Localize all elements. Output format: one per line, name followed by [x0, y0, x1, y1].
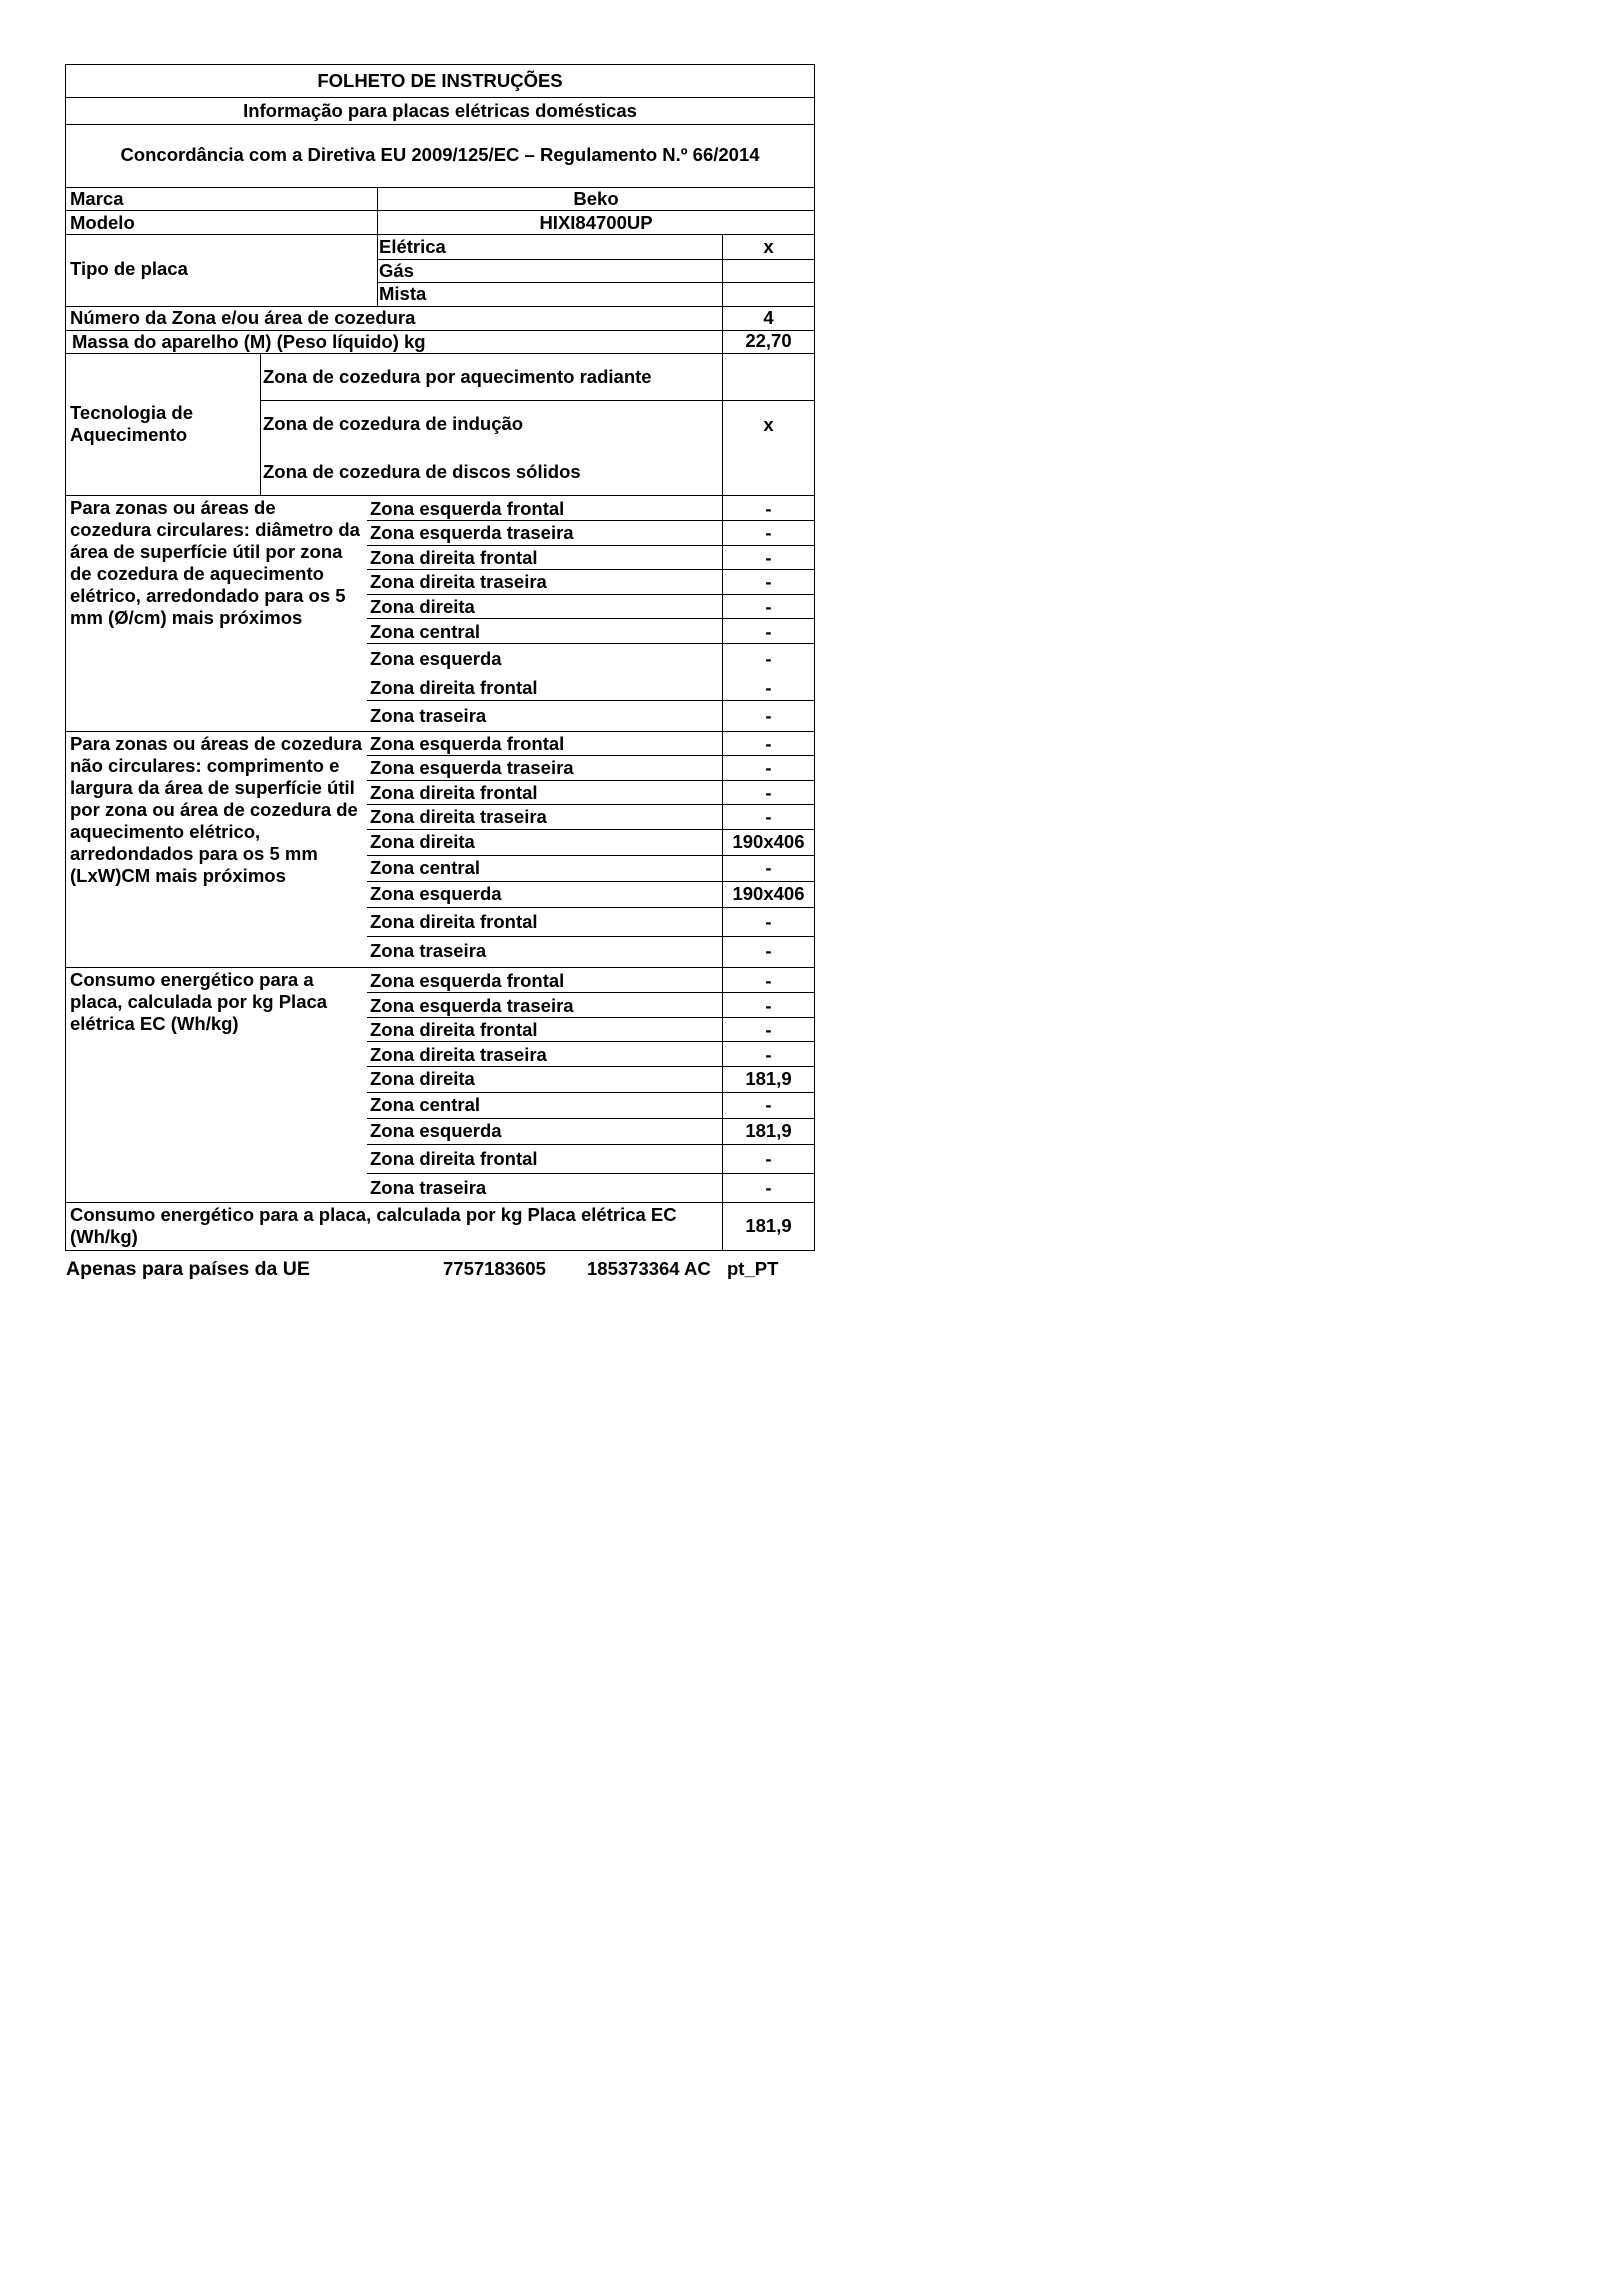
zone-label: Zona esquerda frontal	[370, 970, 565, 991]
zone-value: -	[765, 1044, 772, 1065]
divider	[65, 353, 815, 354]
row-divider	[367, 780, 815, 781]
heating-radiant-label: Zona de cozedura por aquecimento radiante	[263, 366, 652, 387]
row-divider	[367, 1118, 815, 1119]
total-energy-label: Consumo energético para a placa, calculada por kg Placa elétrica EC (Wh/kg)	[70, 1204, 677, 1247]
heating-induction-value: x	[763, 414, 774, 435]
zone-value: -	[765, 522, 772, 543]
zone-label: Zona direita frontal	[370, 677, 538, 698]
hob-type-electric-value: x	[763, 236, 774, 257]
zone-label: Zona central	[370, 621, 480, 642]
divider	[260, 400, 815, 401]
zone-value: -	[765, 1148, 772, 1169]
hob-type-label: Tipo de placa	[70, 258, 188, 279]
leaflet-title: FOLHETO DE INSTRUÇÕES	[317, 70, 563, 91]
model-value: HIXI84700UP	[539, 212, 653, 233]
divider	[65, 210, 815, 211]
zone-value: 190x406	[732, 883, 805, 904]
mass-value: 22,70	[745, 330, 792, 351]
zone-label: Zona direita	[370, 1068, 475, 1089]
row-divider	[367, 804, 815, 805]
heating-tech-label: Tecnologia de Aquecimento	[70, 402, 194, 445]
divider	[65, 97, 815, 98]
zone-label: Zona esquerda traseira	[370, 757, 574, 778]
noncircular-section-label: Para zonas ou áreas de cozedura não circulares: comprimento e largura da área de superfície útil por zona ou área de cozedura de aquecimento elétrico, arredondados para os 5 mm (LxW)CM mais próximos	[70, 733, 363, 886]
zone-label: Zona esquerda	[370, 1120, 502, 1141]
zone-label: Zona direita	[370, 831, 475, 852]
divider	[722, 234, 723, 306]
zone-value: -	[765, 782, 772, 803]
zone-label: Zona direita traseira	[370, 1044, 547, 1065]
zone-label: Zona esquerda frontal	[370, 733, 565, 754]
hob-type-gas-label: Gás	[379, 260, 414, 281]
row-divider	[367, 829, 815, 830]
hob-type-electric-label: Elétrica	[379, 236, 446, 257]
row-divider	[367, 855, 815, 856]
zone-label: Zona traseira	[370, 705, 487, 726]
row-divider	[367, 1144, 815, 1145]
zone-value: -	[765, 757, 772, 778]
zone-label: Zona direita frontal	[370, 782, 538, 803]
row-divider	[367, 755, 815, 756]
divider	[377, 259, 815, 260]
zone-label: Zona direita	[370, 596, 475, 617]
zone-value: -	[765, 648, 772, 669]
zone-label: Zona esquerda traseira	[370, 995, 574, 1016]
zone-label: Zona direita frontal	[370, 1148, 538, 1169]
row-divider	[367, 1017, 815, 1018]
zone-value: -	[765, 571, 772, 592]
divider	[65, 234, 815, 235]
heating-induction-label: Zona de cozedura de indução	[263, 413, 524, 434]
zone-label: Zona esquerda	[370, 883, 502, 904]
zones-count-value: 4	[763, 307, 774, 328]
brand-label: Marca	[70, 188, 124, 209]
zone-label: Zona direita frontal	[370, 911, 538, 932]
directive-text: Concordância com a Diretiva EU 2009/125/EC – Regulamento N.º 66/2014	[120, 144, 760, 165]
zone-label: Zona traseira	[370, 940, 487, 961]
zone-value: -	[765, 677, 772, 698]
divider	[65, 731, 815, 732]
divider	[65, 495, 815, 496]
zone-value: -	[765, 547, 772, 568]
zone-label: Zona direita frontal	[370, 1019, 538, 1040]
circular-section-label: Para zonas ou áreas de cozedura circulares: diâmetro da área de superfície útil por zona de cozedura de aquecimento elétrico, arredondado para os 5 mm (Ø/cm) mais próximos	[70, 497, 360, 628]
divider	[65, 967, 815, 968]
divider	[377, 187, 378, 306]
zone-label: Zona esquerda traseira	[370, 522, 574, 543]
hob-type-mixed-label: Mista	[379, 283, 427, 304]
row-divider	[367, 881, 815, 882]
zone-value: 181,9	[745, 1120, 792, 1141]
divider	[260, 353, 261, 495]
zone-label: Zona esquerda	[370, 648, 502, 669]
row-divider	[367, 569, 815, 570]
model-label: Modelo	[70, 212, 135, 233]
zone-label: Zona direita frontal	[370, 547, 538, 568]
mass-label: Massa do aparelho (M) (Peso líquido) kg	[72, 331, 426, 352]
zone-label: Zona direita traseira	[370, 806, 547, 827]
divider	[377, 282, 815, 283]
row-divider	[367, 618, 815, 619]
row-divider	[367, 545, 815, 546]
brand-value: Beko	[573, 188, 619, 209]
divider	[65, 124, 815, 125]
zone-value: -	[765, 995, 772, 1016]
zone-value: -	[765, 1019, 772, 1040]
zone-value: -	[765, 940, 772, 961]
row-divider	[367, 594, 815, 595]
row-divider	[367, 1092, 815, 1093]
zone-value: -	[765, 1177, 772, 1198]
zone-value: -	[765, 806, 772, 827]
zone-label: Zona esquerda frontal	[370, 498, 565, 519]
zone-value: -	[765, 705, 772, 726]
divider	[65, 1202, 815, 1203]
row-divider	[367, 520, 815, 521]
zone-value: -	[765, 1094, 772, 1115]
row-divider	[367, 1066, 815, 1067]
total-energy-value: 181,9	[745, 1215, 792, 1236]
zone-value: -	[765, 621, 772, 642]
energy-section-label: Consumo energético para a placa, calculada por kg Placa elétrica EC (Wh/kg)	[70, 969, 328, 1034]
row-divider	[367, 936, 815, 937]
zone-label: Zona direita traseira	[370, 571, 547, 592]
footer-code-2: 185373364 AC	[587, 1258, 711, 1279]
zone-label: Zona traseira	[370, 1177, 487, 1198]
row-divider	[367, 643, 815, 644]
row-divider	[367, 1173, 815, 1174]
zone-value: -	[765, 733, 772, 754]
zone-value: -	[765, 498, 772, 519]
footer-locale: pt_PT	[727, 1258, 779, 1279]
zone-value: 190x406	[732, 831, 805, 852]
zone-label: Zona central	[370, 1094, 480, 1115]
row-divider	[367, 907, 815, 908]
row-divider	[367, 700, 815, 701]
heating-solid-label: Zona de cozedura de discos sólidos	[263, 461, 581, 482]
zone-value: -	[765, 970, 772, 991]
footer-code-1: 7757183605	[443, 1258, 546, 1279]
zone-label: Zona central	[370, 857, 480, 878]
zone-value: -	[765, 857, 772, 878]
zone-value: -	[765, 911, 772, 932]
zone-value: 181,9	[745, 1068, 792, 1089]
footer-eu-note: Apenas para países da UE	[66, 1258, 310, 1280]
row-divider	[367, 992, 815, 993]
leaflet-subtitle: Informação para placas elétricas domésticas	[243, 100, 637, 121]
zones-count-label: Número da Zona e/ou área de cozedura	[70, 307, 416, 328]
row-divider	[367, 1041, 815, 1042]
zone-value: -	[765, 596, 772, 617]
